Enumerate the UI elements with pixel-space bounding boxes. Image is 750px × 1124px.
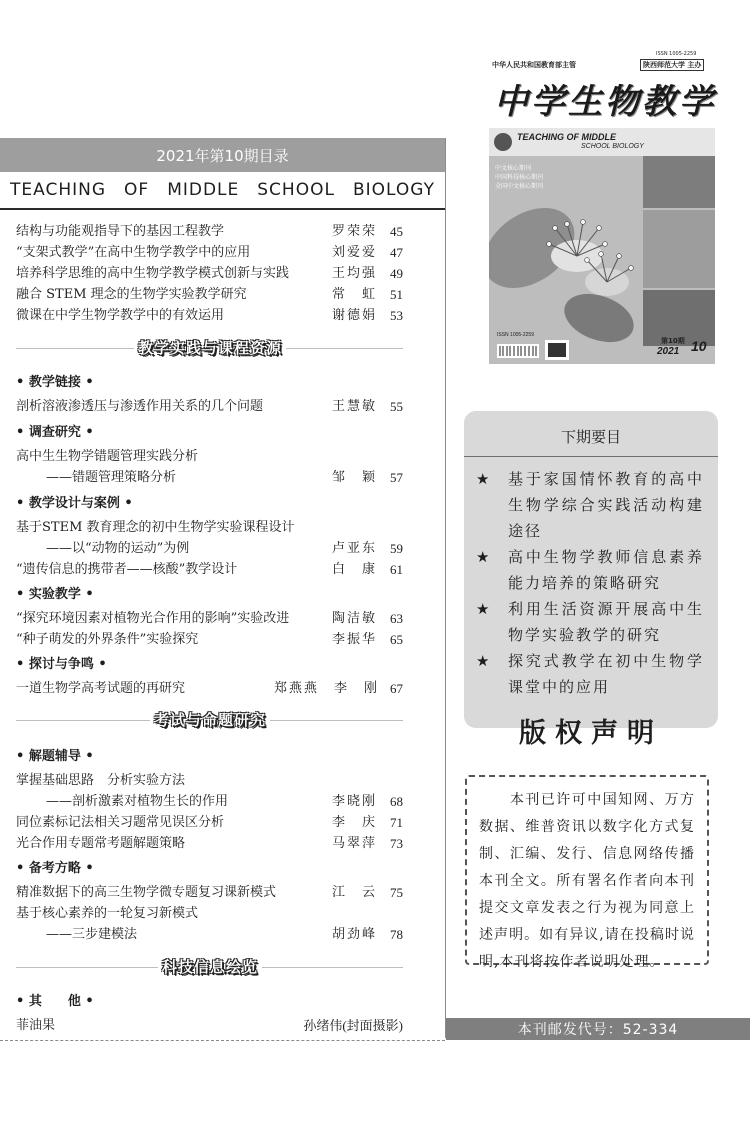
toc-entry[interactable]: [16, 813, 403, 833]
section-banner-exam: 考试与命题研究: [0, 709, 420, 730]
toc-entry-author: 马翠萍: [332, 836, 378, 851]
next-issue-item: [476, 544, 712, 596]
toc-entry-author: 常 虹: [332, 287, 378, 302]
toc-entry-title: 高中生生物学错题管理实践分析: [16, 449, 199, 464]
toc-entry[interactable]: [16, 243, 403, 263]
toc-entry-page: 61: [390, 562, 403, 577]
cover-authority: 中华人民共和国教育部主管: [492, 61, 576, 69]
toc-entry[interactable]: [16, 397, 403, 417]
toc-banner: 2021年第10期目录: [0, 138, 445, 172]
postal-code-bar: 本刊邮发代号：52-334: [446, 1018, 750, 1040]
toc-entry-page: 63: [390, 611, 403, 626]
toc-entry[interactable]: [16, 834, 403, 854]
next-issue-item: [476, 466, 712, 544]
toc-entry-page: 55: [390, 399, 403, 414]
toc-entry-title: 微课在中学生物学教学中的有效运用: [16, 308, 225, 323]
section-heading-design: • 教学设计与案例 •: [16, 496, 133, 511]
toc-entry[interactable]: [16, 539, 403, 559]
cover-title-en-1: TEACHING OF MIDDLE: [517, 132, 616, 142]
toc-entry-title: 剖析溶液渗透压与渗透作用关系的几个问题: [16, 399, 264, 414]
toc-entry[interactable]: [16, 904, 403, 924]
toc-entry-page: 68: [390, 794, 403, 809]
cover-sponsor: 陕西师范大学 主办: [640, 59, 704, 71]
toc-entry[interactable]: [16, 630, 403, 650]
toc-entry-page: 45: [390, 224, 403, 239]
cover-badges: [495, 164, 543, 191]
toc-entry[interactable]: [16, 771, 403, 791]
toc-entry-author: 李 庆: [332, 815, 378, 830]
toc-entry[interactable]: [16, 1016, 403, 1036]
toc-entry-author: 邹 颖: [332, 470, 378, 485]
toc-entry[interactable]: [16, 518, 403, 538]
cover-title-en-2: SCHOOL BIOLOGY: [581, 143, 644, 150]
next-issue-item-text: 基于家国情怀教育的高中生物学综合实践活动构建途径: [508, 470, 704, 540]
toc-entry-author: 李晓刚: [332, 794, 378, 809]
toc-entry-author: 郑燕燕 李 刚: [274, 681, 380, 696]
bottom-divider: [0, 1040, 445, 1041]
section-heading-other: • 其 他 •: [16, 994, 94, 1009]
toc-entry[interactable]: [16, 925, 403, 945]
toc-entry-page: 65: [390, 632, 403, 647]
subtitle-word: OF: [124, 180, 150, 200]
toc-entry-author: 江 云: [332, 885, 378, 900]
next-issue-title: 下期要目: [560, 428, 621, 446]
toc-entry-page: 47: [390, 245, 403, 260]
next-issue-item-text: 高中生物学教师信息素养能力培养的策略研究: [508, 548, 704, 592]
toc-entry-author: 王慧敏: [332, 399, 378, 414]
toc-entry-title: “种子萌发的外界条件”实验探究: [16, 632, 199, 647]
toc-entry-title: ——三步建模法: [46, 927, 138, 942]
toc-entry-title: 同位素标记法相关习题常见误区分析: [16, 815, 225, 830]
toc-entry-page: 51: [390, 287, 403, 302]
toc-entry-title: “遗传信息的携带者——核酸”教学设计: [16, 562, 238, 577]
toc-entry-page: 78: [390, 927, 403, 942]
toc-subtitle-english: [0, 172, 445, 210]
cover-issn-small: ISSN 1005-2259: [656, 51, 697, 57]
copyright-title: 版权声明: [519, 718, 663, 749]
section-banner-info: 科技信息绘览: [0, 956, 420, 977]
toc-entry-author: 谢德娟: [332, 308, 378, 323]
star-icon: ★: [476, 548, 490, 566]
toc-entry-page: 73: [390, 836, 403, 851]
toc-entry-page: 59: [390, 541, 403, 556]
section-heading-experiment: • 实验教学 •: [16, 587, 94, 602]
toc-entry-author: 白 康: [332, 562, 378, 577]
toc-entry-title: 菲油果: [16, 1018, 56, 1033]
cover-masthead: [488, 48, 718, 128]
star-icon: ★: [476, 470, 490, 488]
section-banner-practice: 教学实践与课程资源: [0, 337, 420, 358]
toc-entry-author: 刘爱爱: [332, 245, 378, 260]
cover-issue-year: 2021: [657, 346, 680, 357]
toc-entry-author: 孙绪伟(封面摄影): [303, 1018, 403, 1033]
toc-entry-title: 光合作用专题常考题解题策略: [16, 836, 186, 851]
toc-entry-title: 结构与功能观指导下的基因工程教学: [16, 224, 225, 239]
cover-badge: 全国中文核心期刊: [495, 183, 544, 190]
cover-image: [489, 128, 715, 364]
toc-entry-title: ——错题管理策略分析: [46, 470, 177, 485]
subtitle-word: MIDDLE: [167, 180, 240, 200]
copyright-notice: 本刊已许可中国知网、万方数据、维普资讯以数字化方式复制、汇编、发行、信息网络传播本刊全文。所有署名作者向本刊提交文章发表之行为视为同意上述声明。如有异议,请在投稿时说明,本刊将按作者说明处理。: [465, 775, 709, 965]
toc-entry[interactable]: [16, 306, 403, 326]
cover-issue-number: 10: [691, 338, 707, 354]
toc-entry-title: ——剖析激素对植物生长的作用: [46, 794, 229, 809]
column-divider: [445, 138, 446, 1038]
subtitle-word: TEACHING: [10, 180, 107, 200]
toc-entry-author: 胡劲峰: [332, 927, 378, 942]
toc-entry-author: 王均强: [332, 266, 378, 281]
toc-entry-title: 融合 STEM 理念的生物学实验教学研究: [16, 287, 247, 302]
toc-entry[interactable]: [16, 468, 403, 488]
cover-badge: 中文核心期刊: [495, 165, 532, 172]
toc-entry[interactable]: [16, 285, 403, 305]
toc-entry-author: 李振华: [332, 632, 378, 647]
cover-issue-label: 第10期: [661, 337, 685, 345]
section-heading-link: • 教学链接 •: [16, 375, 94, 390]
toc-entry-title: 基于STEM 教育理念的初中生物学实验课程设计: [16, 520, 295, 535]
toc-entry[interactable]: [16, 883, 403, 903]
toc-entry-page: 53: [390, 308, 403, 323]
subtitle-word: BIOLOGY: [352, 180, 435, 200]
toc-entry-title: “探究环境因素对植物光合作用的影响”实验改进: [16, 611, 290, 626]
toc-entry[interactable]: [16, 264, 403, 284]
toc-entry[interactable]: [16, 222, 403, 242]
toc-entry-author: 卢亚东: [332, 541, 378, 556]
cover-title-cn: 中学生物教学: [494, 82, 716, 122]
next-issue-item-text: 利用生活资源开展高中生物学实验教学的研究: [508, 600, 704, 644]
cover-badge: 中国科技核心期刊: [495, 174, 544, 181]
star-icon: ★: [476, 600, 490, 618]
next-issue-item: [476, 596, 712, 648]
toc-entry[interactable]: [16, 560, 403, 580]
toc-entry-page: 57: [390, 470, 403, 485]
toc-entry-author: 陶洁敏: [332, 611, 378, 626]
subtitle-word: SCHOOL: [257, 180, 335, 200]
toc-entry-page: 67: [390, 681, 403, 696]
toc-entry-title: ——以“动物的运动”为例: [46, 541, 190, 556]
toc-entry[interactable]: [16, 447, 403, 467]
cover-issn-barcode: ISSN 1005-2259: [497, 332, 534, 338]
toc-entry-title: 基于核心素养的一轮复习新模式: [16, 906, 199, 921]
toc-entry-page: 49: [390, 266, 403, 281]
toc-entry-title: 培养科学思维的高中生物学教学模式创新与实践: [16, 266, 290, 281]
toc-entry-title: 精准数据下的高三生物学微专题复习课新模式: [16, 885, 277, 900]
toc-entry[interactable]: [16, 792, 403, 812]
toc-entry-title: 一道生物学高考试题的再研究: [16, 681, 186, 696]
toc-entry[interactable]: [16, 609, 403, 629]
toc-entry-page: 71: [390, 815, 403, 830]
star-icon: ★: [476, 652, 490, 670]
toc-entry[interactable]: [16, 679, 403, 699]
toc-entry-title: 掌握基础思路 分析实验方法: [16, 773, 186, 788]
section-heading-guidance: • 解题辅导 •: [16, 749, 94, 764]
next-issue-divider: [464, 456, 718, 457]
section-heading-research: • 调查研究 •: [16, 425, 94, 440]
section-heading-discussion: • 探讨与争鸣 •: [16, 657, 107, 672]
section-heading-prep: • 备考方略 •: [16, 861, 94, 876]
next-issue-item: [476, 648, 712, 700]
toc-entry-author: 罗荣荣: [332, 224, 378, 239]
toc-entry-page: 75: [390, 885, 403, 900]
next-issue-item-text: 探究式教学在初中生物学课堂中的应用: [508, 652, 704, 696]
toc-entry-title: “支架式教学”在高中生物学教学中的应用: [16, 245, 251, 260]
